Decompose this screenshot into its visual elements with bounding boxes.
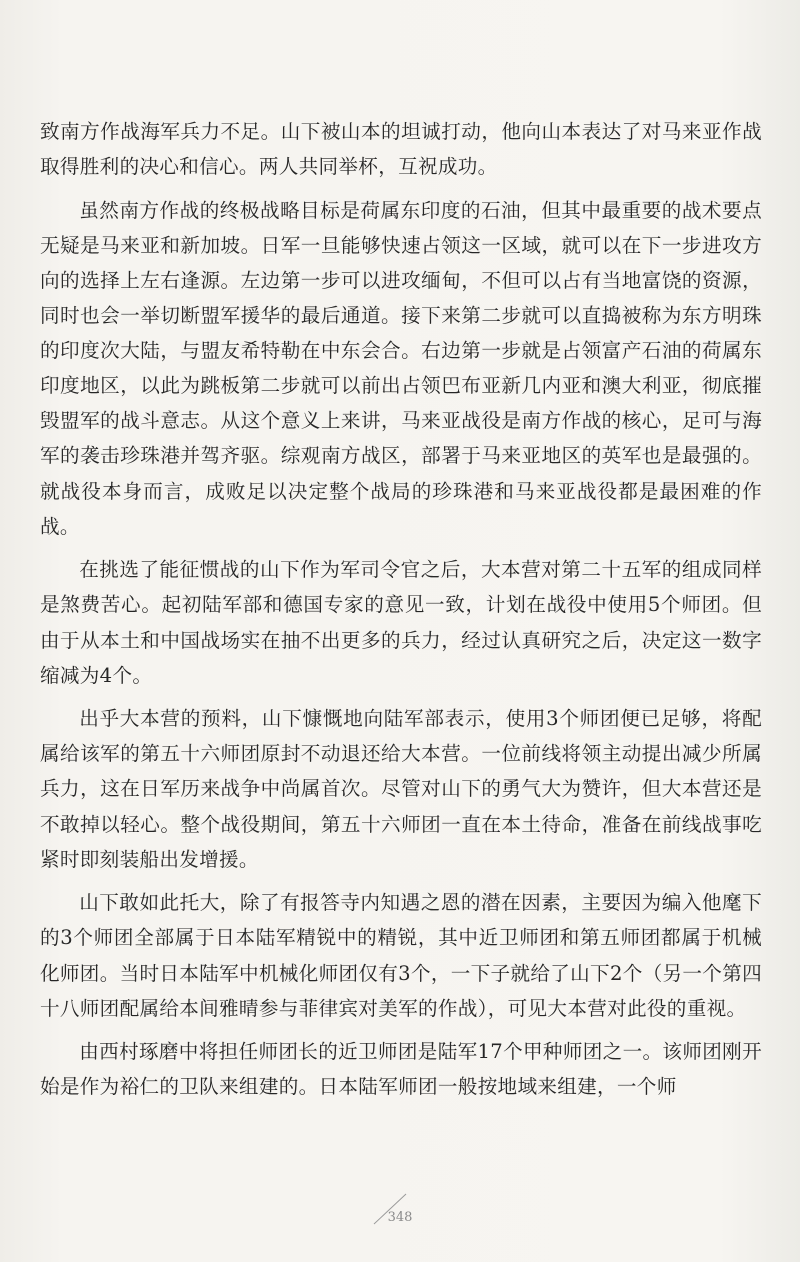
paragraph-1: 致南方作战海军兵力不足。山下被山本的坦诚打动，他向山本表达了对马来亚作战取得胜利的决心和信心。两人共同举杯，互祝成功。 xyxy=(40,120,762,179)
paragraph-4: 出乎大本营的预料，山下慷慨地向陆军部表示，使用3个师团便已足够，将配属给该军的第五十六师团原封不动退还给大本营。一位前线将领主动提出减少所属兵力，这在日军历来战争中尚属首次。尽管对山下的勇气大为赞许，但大本营还是不敢掉以轻心。整个战役期间，第五十六师团一直在本土待命，准备在前线战事吃紧时即刻装船出发增援。 xyxy=(40,707,762,871)
paragraph-5: 山下敢如此托大，除了有报答寺内知遇之恩的潜在因素，主要因为编入他麾下的3个师团全部属于日本陆军精锐中的精锐，其中近卫师团和第五师团都属于机械化师团。当时日本陆军中机械化师团仅有3个，一下子就给了山下2个（另一个第四十八师团配属给本间雅晴参与菲律宾对美军的作战），可见大本营对此役的重视。 xyxy=(40,891,762,1020)
page-number: 348 xyxy=(387,1210,413,1225)
paragraph-6: 由西村琢磨中将担任师团长的近卫师团是陆军17个甲种师团之一。该师团刚开始是作为裕仁的卫队来组建的。日本陆军师团一般按地域来组建，一个师 xyxy=(40,1040,762,1099)
paragraph-2: 虽然南方作战的终极战略目标是荷属东印度的石油，但其中最重要的战术要点无疑是马来亚和新加坡。日军一旦能够快速占领这一区域，就可以在下一步进攻方向的选择上左右逢源。左边第一步可以进攻缅甸，不但可以占有当地富饶的资源，同时也会一举切断盟军援华的最后通道。接下来第二步就可以直捣被称为东方明珠的印度次大陆，与盟友希特勒在中东会合。右边第一步就是占领富产石油的荷属东印度地区，以此为跳板第二步就可以前出占领巴布亚新几内亚和澳大利亚，彻底摧毁盟军的战斗意志。从这个意义上来讲，马来亚战役是南方作战的核心，足可与海军的袭击珍珠港并驾齐驱。综观南方战区，部署于马来亚地区的英军也是最强的。就战役本身而言，成败足以决定整个战局的珍珠港和马来亚战役都是最困难的作战。 xyxy=(40,198,762,538)
body-text xyxy=(40,114,762,1113)
paragraph-3: 在挑选了能征惯战的山下作为军司令官之后，大本营对第二十五军的组成同样是煞费苦心。起初陆军部和德国专家的意见一致，计划在战役中使用5个师团。但由于从本土和中国战场实在抽不出更多的兵力，经过认真研究之后，决定这一数字缩减为4个。 xyxy=(40,558,762,687)
